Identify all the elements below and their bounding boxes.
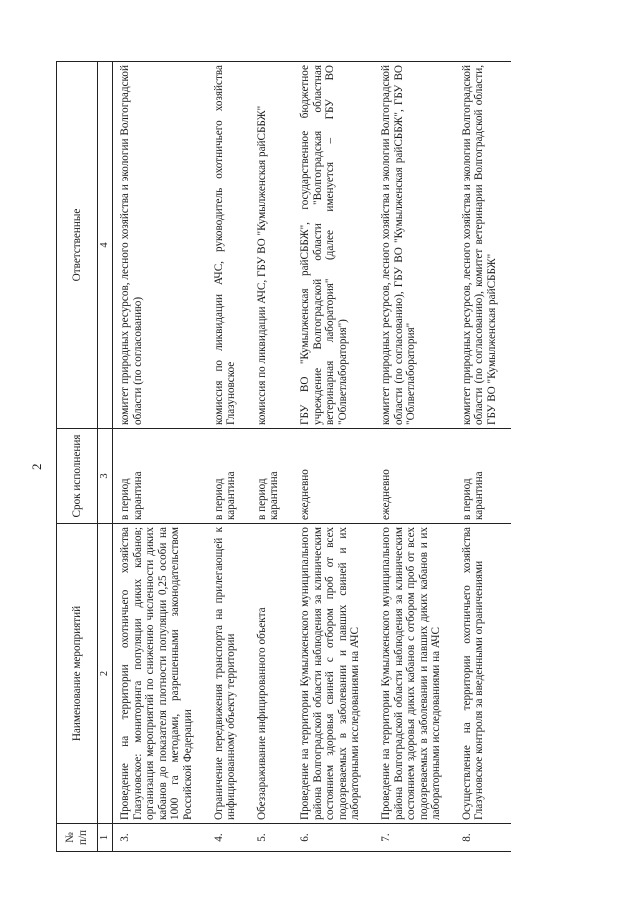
row-action: Осуществление на территории охотничьего хозяйства Глазуновское контроля за введенными ограничениями xyxy=(455,524,511,824)
rotated-content xyxy=(29,62,546,852)
column-number: 1 xyxy=(98,824,113,852)
measures-table xyxy=(56,61,511,852)
header-responsible: Ответственные xyxy=(57,62,98,429)
row-action: Проведение на территории охотничьего хозяйства Глазуновское: мониторинга популяции диких кабанов; организация мероприятий по снижению численности диких кабанов до показателя плотности популяции 0,25 особи на 1000 га методами, разрешенными законодательством Российской Федерации xyxy=(113,524,207,824)
table-row xyxy=(113,62,207,852)
row-action: Проведение на территории Кумылженского муниципального района Волгоградской области наблюдения за клиническим состоянием здоровья свиней с отбором проб от всех подозреваемых в заболевании и павших свиней и их лабораторными исследованиями на АЧС xyxy=(293,524,374,824)
table-row xyxy=(455,62,511,852)
page-number: 2 xyxy=(29,463,44,470)
table-row xyxy=(207,62,250,852)
row-number: 6. xyxy=(293,824,374,852)
column-number-row xyxy=(98,62,113,852)
column-number: 3 xyxy=(98,429,113,524)
row-responsible: комитет природных ресурсов, лесного хозяйства и экологии Волгоградской области (по согласованию), ГБУ ВО "Кумылженская райСББЖ", ГБУ ВО "Облветлаборатория" xyxy=(374,62,455,429)
row-action: Ограничение передвижения транспорта на прилегающей к инфицированному объекту территории xyxy=(207,524,250,824)
row-action: Проведение на территории Кумылженского муниципального района Волгоградской области наблюдения за клиническим состоянием здоровья диких кабанов с отбором проб от всех подозреваемых в заболевании и павших диких кабанов и их лабораторными исследованиями на АЧС xyxy=(374,524,455,824)
header-action: Наименование мероприятий xyxy=(57,524,98,824)
row-term: ежедневно xyxy=(293,429,374,524)
row-term: в период карантина xyxy=(455,429,511,524)
row-term: в период карантина xyxy=(250,429,293,524)
column-number: 4 xyxy=(98,62,113,429)
row-action: Обеззараживание инфицированного объекта xyxy=(250,524,293,824)
row-term: в период карантина xyxy=(113,429,207,524)
row-term: в период карантина xyxy=(207,429,250,524)
row-number: 4. xyxy=(207,824,250,852)
row-number: 8. xyxy=(455,824,511,852)
table-row xyxy=(293,62,374,852)
row-responsible: комитет природных ресурсов, лесного хозяйства и экологии Волгоградской области (по согласованию) xyxy=(113,62,207,429)
row-responsible: комиссия по ликвидации АЧС, ГБУ ВО "Кумылженская райСББЖ" xyxy=(250,62,293,429)
row-number: 3. xyxy=(113,824,207,852)
table-row xyxy=(250,62,293,852)
row-responsible: комитет природных ресурсов, лесного хозяйства и экологии Волгоградской области (по согласованию), комитет ветеринарии Волгоградской области, ГБУ ВО "Кумылженская райСББЖ" xyxy=(455,62,511,429)
table-row xyxy=(374,62,455,852)
column-number: 2 xyxy=(98,524,113,824)
row-term: ежедневно xyxy=(374,429,455,524)
header-num: № п/п xyxy=(57,824,98,852)
row-responsible: ГБУ ВО "Кумылженская райСББЖ", государственное бюджетное учреждение Волгоградской области "Волгоградская областная ветеринарная лаборатория" (далее именуется – ГБУ ВО "Облветлаборатория") xyxy=(293,62,374,429)
table-header-row xyxy=(57,62,98,852)
row-responsible: комиссия по ликвидации АЧС, руководитель охотничьего хозяйства Глазуновское xyxy=(207,62,250,429)
row-number: 5. xyxy=(250,824,293,852)
row-number: 7. xyxy=(374,824,455,852)
header-term: Срок исполнения xyxy=(57,429,98,524)
